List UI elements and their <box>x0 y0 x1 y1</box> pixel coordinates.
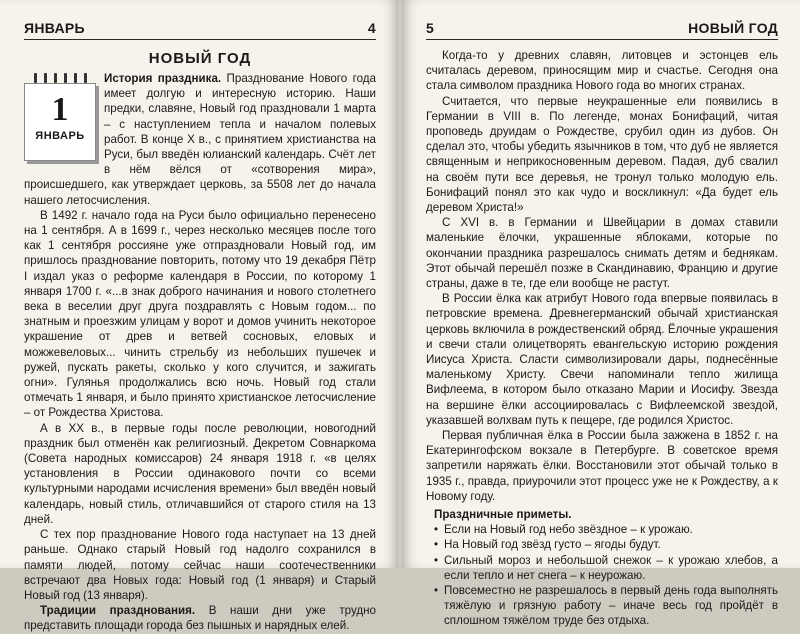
intro-text: Празднование Нового года имеет долгую и интересную историю. Наши предки, славяне, Новый год праздновали 1 марта – с наступлением тепла и началом полевых работ. В конце X в., с принятием христианства на Руси, был введён юлианский календарь. Счёт лет в нём вёлся от «сотворения мира», происшедшего, как утверждает церковь, за 5508 лет до начала нашего летосчисления. <box>24 72 376 207</box>
paragraph-old-new-year: С тех пор празднование Нового года наступает на 13 дней раньше. Однако старый Новый год надолго сохранился в памяти людей, потому сейчас наши соотечественники встречают два Новых года: Новый год (1 января) и Старый Новый год (13 января). <box>24 528 376 602</box>
list-item: • Повсеместно не разрешалось в первый день года выполнять тяжёлую и грязную работу – иначе весь год пройдёт в сплошном тяжёлом труде без отдыха. <box>434 583 778 629</box>
list-item: • Если на Новый год небо звёздное – к урожаю. <box>434 522 778 537</box>
calendar-day: 1 <box>51 91 69 128</box>
page-number-left: 4 <box>367 20 376 36</box>
paragraph-russia-tree: В России ёлка как атрибут Нового года впервые появилась в петровские времена. Древнегерманский обычай христианская церковь включила в рождественский обряд. Ёлочные украшения и свечи стали олицетворять евангельскую историю рождения Иисуса Христа. Сласти символизировали дары, поднесённые маленькому Христу. Свечи напоминали тепло жилища Вифлеема, в котором было отказано Марии и Иосифу. Звезда на вершине ёлки ассоциировалась с Вифлеемской звездой, указавшей волхвам путь к пещере, где родился Христос. <box>426 292 778 427</box>
paragraph-16th-century: С XVI в. в Германии и Швейцарии в домах ставили маленькие ёлочки, украшенные яблоками, которые по окончании праздника разрешалось снимать детям и беднякам. Этот обычай перешёл позже в Скандинавию, Францию и другие страны, даже в те, где ели вообще не растут. <box>426 216 778 291</box>
calendar-month: ЯНВАРЬ <box>35 130 85 142</box>
page-number-right: 5 <box>426 20 435 36</box>
paragraph-boniface: Считается, что первые неукрашенные ели появились в Германии в VIII в. По легенде, монах Бонифаций, читая проповедь друидам о Рождестве, срубил один из дубов. Он сделал это, чтобы убедить язычников в том, что дуб не является священным и неприкосновенным деревом. Падая, дуб свалил на своём пути все деревья, не тронул только молодую ель. Бонифаций понял это как чудо и воскликнул: «Да будет ель деревом Христа!» <box>426 94 778 215</box>
traditions-paragraph <box>24 603 376 633</box>
header-month: ЯНВАРЬ <box>24 20 85 36</box>
traditions-text: В наши дни уже трудно представить площади города без пышных и нарядных елей. <box>24 604 376 633</box>
list-item: • Сильный мороз и небольшой снежок – к урожаю хлебов, а если тепло и нет снега – к неурожаю. <box>434 553 778 583</box>
history-heading: История праздника. <box>104 72 222 85</box>
paragraph-first-public-tree: Первая публичная ёлка в России была зажжена в 1852 г. на Екатерингофском вокзале в Петербурге. В советское время запретили наряжать ёлки. Восстановили этот обычай только в 1935 г., правда, приурочили этот процесс уже не к Рождеству, а к Новому году. <box>426 429 778 503</box>
left-page <box>0 0 398 633</box>
calendar-icon <box>24 73 96 165</box>
paragraph-ancient-slavs: Когда-то у древних славян, литовцев и эстонцев ель считалась деревом, приносящим мир и счастье. Сегодня она стала символом праздника Нового года во многих странах. <box>426 49 778 93</box>
running-header-left <box>24 18 376 40</box>
right-page <box>402 0 800 628</box>
traditions-heading: Традиции празднования. <box>40 604 196 618</box>
list-item: • На Новый год звёзд густо – ягоды будут. <box>434 537 778 552</box>
signs-heading: Праздничные приметы. <box>434 508 572 522</box>
running-header-right <box>426 18 778 40</box>
header-section: НОВЫЙ ГОД <box>688 20 778 36</box>
paragraph-20th-century: А в XX в., в первые годы после революции, новогодний праздник был отменён как религиозный. Декретом Совнаркома (Совета народных комиссаров) 24 января 1918 г. «в целях установления в России одинакового почти со всеми культурными народами исчисления времени» был введён новый календарь, новый стиль, отличавшийся от старого стиля на 13 дней. <box>24 421 376 526</box>
signs-list <box>426 522 778 628</box>
page-title: НОВЫЙ ГОД <box>148 50 252 67</box>
paragraph-1492: В 1492 г. начало года на Руси было официально перенесено на 1 сентября. А в 1699 г., через несколько месяцев после того как 1 сентября россияне уже отпраздновали Новый год, им пришлось празднование повторить, потому что 19 декабря Пётр I издал указ о реформе календаря в России, по которому 1 января 1700 г. «...в знак доброго начинания и нового столетнего века в веселии друг друга поздравлять с Новым годом... по знатным и проезжим улицам у ворот и домов учинить некоторое украшение от древ и ветвей сосновых, еловых и можжевеловых... чинить стрельбу из небольших пушечек и ружей, пускать ракеты, сколько у кого случится, и зажигать огни». Гулянья продолжались всю ночь. Новый год стали отмечать 1 января, и было принято христианское летосчисление – от Рождества Христова. <box>24 208 376 420</box>
